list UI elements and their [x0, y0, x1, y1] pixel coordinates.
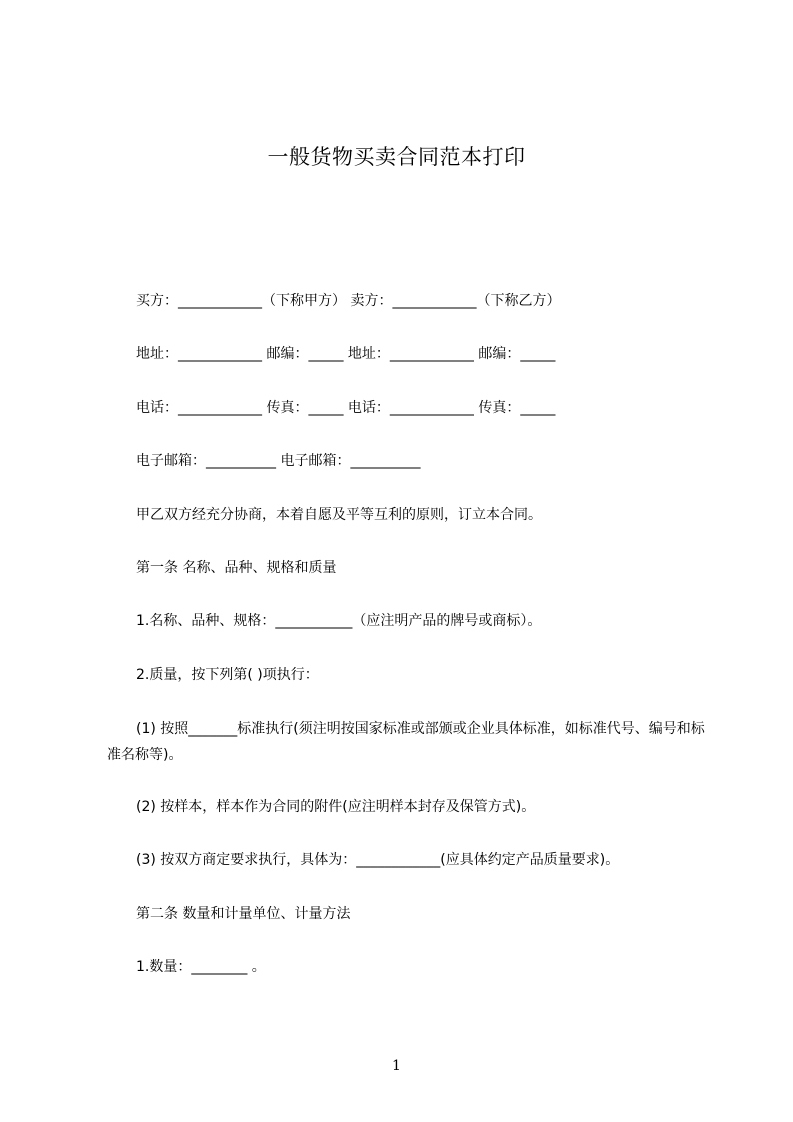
page-number: 1: [392, 1058, 401, 1074]
buyer-seller-line: 买方：____________（下称甲方） 卖方：____________（下称乙方）: [136, 293, 561, 309]
email-line: 电子邮箱：__________ 电子邮箱：__________: [136, 453, 421, 469]
article-2-heading: 第二条 数量和计量单位、计量方法: [136, 906, 351, 922]
article-1-heading: 第一条 名称、品种、规格和质量: [136, 560, 337, 576]
clause-1-2-option-1: (1) 按照_______标准执行(须注明按国家标准或部颁或企业具体标准，如标准代号、编号和标准名称等)。: [107, 721, 705, 763]
clause-1-2: 2.质量，按下列第( )项执行：: [136, 667, 319, 683]
clause-1-1: 1.名称、品种、规格：___________（应注明产品的牌号或商标）。: [136, 613, 542, 629]
phone-fax-line: 电话：____________ 传真：_____ 电话：____________ 传真：_____: [136, 400, 556, 416]
address-postcode-line: 地址：____________ 邮编：_____ 地址：____________ 邮编：_____: [136, 346, 556, 362]
clause-1-2-option-2: (2) 按样本，样本作为合同的附件(应注明样本封存及保管方式)。: [136, 799, 536, 815]
document-title: 一般货物买卖合同范本打印: [267, 145, 526, 169]
clause-1-2-option-3: (3) 按双方商定要求执行，具体为：____________(应具体约定产品质量要求)。: [136, 852, 620, 868]
clause-2-1: 1.数量：________ 。: [136, 959, 266, 975]
preamble-paragraph: 甲乙双方经充分协商，本着自愿及平等互利的原则，订立本合同。: [136, 507, 542, 523]
